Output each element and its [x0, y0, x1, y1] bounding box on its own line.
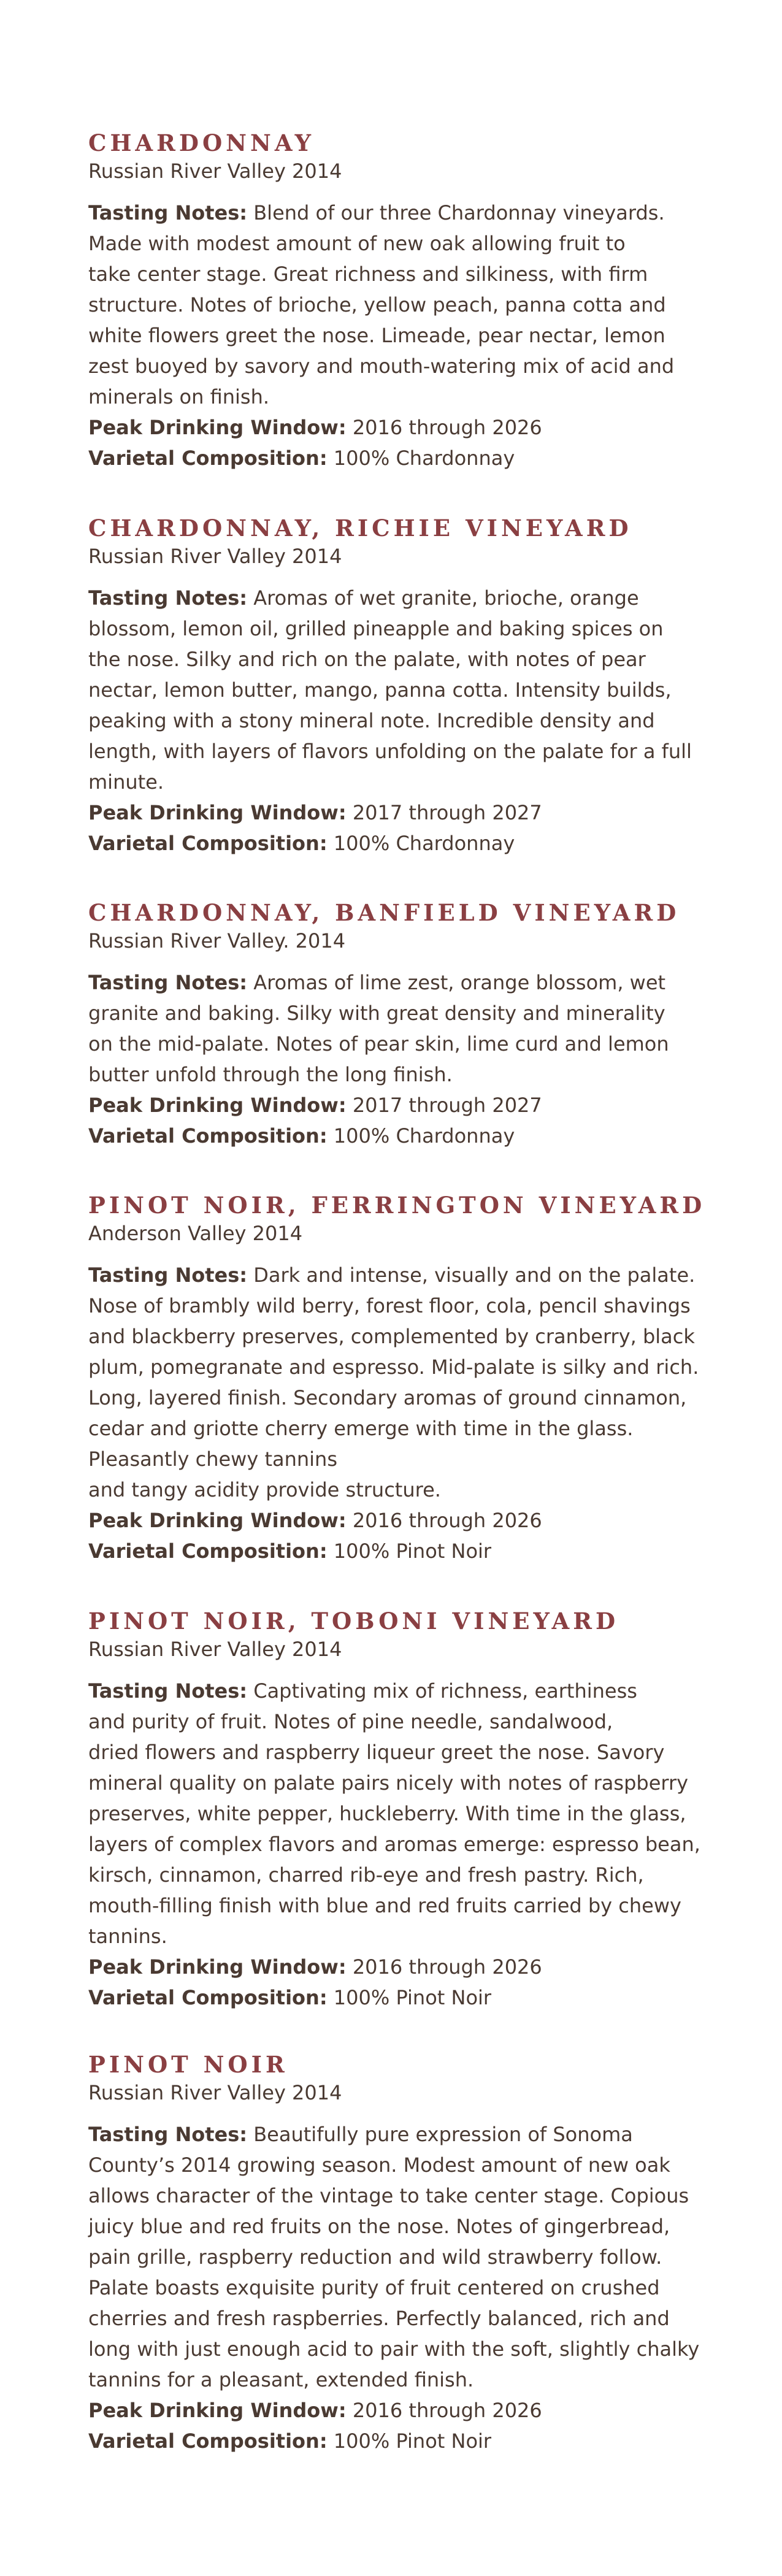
peak-window-value: 2016 through 2026 [346, 416, 542, 439]
notes-line: and tangy acidity provide structure. [88, 1478, 441, 1501]
notes-line: Nose of brambly wild berry, forest floor, cola, pencil shavings [88, 1294, 691, 1317]
peak-drinking-window [88, 1090, 680, 1121]
varietal-composition [88, 1982, 700, 2013]
notes-line: Made with modest amount of new oak allowing fruit to [88, 232, 626, 255]
varietal-label: Varietal Composition: [88, 447, 328, 470]
tasting-notes-label: Tasting Notes: [88, 586, 248, 610]
varietal-composition [88, 443, 674, 473]
notes-line: cherries and fresh raspberries. Perfectly balanced, rich and [88, 2307, 670, 2330]
varietal-value: 100% Pinot Noir [327, 1539, 492, 1563]
notes-line: Pleasantly chewy tannins [88, 1447, 337, 1471]
peak-window-label: Peak Drinking Window: [88, 1955, 347, 1979]
notes-line: tannins for a pleasant, extended finish. [88, 2368, 474, 2391]
wine-region: Anderson Valley 2014 [88, 1222, 303, 1245]
notes-line: juicy blue and red fruits on the nose. Notes of gingerbread, [88, 2215, 670, 2238]
notes-line: take center stage. Great richness and silkiness, with firm [88, 263, 648, 286]
wine-region: Russian River Valley 2014 [88, 545, 342, 568]
notes-line: minute. [88, 770, 164, 794]
tasting-notes [88, 583, 692, 797]
tasting-notes [88, 1260, 705, 1505]
notes-line: pain grille, raspberry reduction and wild strawberry follow. [88, 2245, 662, 2269]
notes-line: Palate boasts exquisite purity of fruit centered on crushed [88, 2276, 660, 2299]
notes-line: plum, pomegranate and espresso. Mid-palate is silky and rich. [88, 1355, 699, 1379]
tasting-notes [88, 967, 680, 1090]
notes-line: Beautifully pure expression of Sonoma [247, 2123, 633, 2146]
notes-line: tannins. [88, 1925, 167, 1948]
varietal-value: 100% Pinot Noir [327, 2429, 492, 2453]
varietal-label: Varietal Composition: [88, 1539, 328, 1563]
notes-line: structure. Notes of brioche, yellow peach, panna cotta and [88, 293, 666, 316]
notes-line: long with just enough acid to pair with the soft, slightly chalky [88, 2337, 700, 2361]
peak-window-value: 2016 through 2026 [346, 2399, 542, 2422]
varietal-composition [88, 1121, 680, 1151]
wine-entry-chardonnay-banfield [88, 899, 680, 1151]
varietal-value: 100% Chardonnay [327, 1124, 515, 1148]
notes-line: zest buoyed by savory and mouth-watering mix of acid and [88, 355, 675, 378]
wine-entry-chardonnay-richie [88, 514, 692, 859]
tasting-notes [88, 1676, 700, 1952]
peak-drinking-window [88, 1505, 705, 1536]
wine-title: CHARDONNAY [88, 129, 315, 156]
notes-line: Long, layered finish. Secondary aromas of ground cinnamon, [88, 1386, 687, 1409]
peak-window-label: Peak Drinking Window: [88, 801, 347, 824]
varietal-composition [88, 828, 692, 859]
peak-window-label: Peak Drinking Window: [88, 416, 347, 439]
notes-line: blossom, lemon oil, grilled pineapple and baking spices on [88, 617, 664, 640]
varietal-label: Varietal Composition: [88, 2429, 328, 2453]
wine-title: PINOT NOIR, TOBONI VINEYARD [88, 1608, 619, 1635]
peak-window-label: Peak Drinking Window: [88, 1094, 347, 1117]
notes-line: granite and baking. Silky with great density and minerality [88, 1002, 665, 1025]
varietal-label: Varietal Composition: [88, 1986, 328, 2009]
notes-line: kirsch, cinnamon, charred rib-eye and fresh pastry. Rich, [88, 1863, 644, 1887]
notes-line: mouth-filling finish with blue and red fruits carried by chewy [88, 1894, 681, 1917]
notes-line: County’s 2014 growing season. Modest amount of new oak [88, 2153, 670, 2177]
notes-line: cedar and griotte cherry emerge with time in the glass. [88, 1417, 634, 1440]
peak-drinking-window [88, 412, 674, 443]
tasting-notes-label: Tasting Notes: [88, 1263, 248, 1287]
peak-window-label: Peak Drinking Window: [88, 1509, 347, 1532]
tasting-notes-label: Tasting Notes: [88, 971, 248, 994]
notes-line: peaking with a stony mineral note. Incredible density and [88, 709, 655, 732]
wine-title: CHARDONNAY, RICHIE VINEYARD [88, 515, 632, 542]
wine-entry-pinot-noir-toboni [88, 1607, 700, 2013]
wine-title: CHARDONNAY, BANFIELD VINEYARD [88, 899, 680, 926]
notes-line: allows character of the vintage to take center stage. Copious [88, 2184, 689, 2207]
peak-window-value: 2017 through 2027 [346, 1094, 542, 1117]
varietal-label: Varietal Composition: [88, 832, 328, 855]
notes-line: Aromas of wet granite, brioche, orange [247, 586, 639, 610]
tasting-notes-label: Tasting Notes: [88, 1679, 248, 1703]
varietal-label: Varietal Composition: [88, 1124, 328, 1148]
tasting-notes [88, 197, 674, 412]
notes-line: mineral quality on palate pairs nicely with notes of raspberry [88, 1771, 689, 1795]
wine-region: Russian River Valley. 2014 [88, 929, 346, 953]
varietal-composition [88, 2426, 699, 2456]
notes-line: and purity of fruit. Notes of pine needle, sandalwood, [88, 1710, 613, 1733]
wine-entry-pinot-noir-ferrington [88, 1191, 705, 1566]
notes-line: Dark and intense, visually and on the palate. [247, 1263, 696, 1287]
notes-line: Blend of our three Chardonnay vineyards. [247, 201, 665, 224]
varietal-composition [88, 1536, 705, 1566]
notes-line: the nose. Silky and rich on the palate, with notes of pear [88, 648, 646, 671]
wine-title: PINOT NOIR [88, 2051, 288, 2078]
varietal-value: 100% Chardonnay [327, 447, 515, 470]
peak-window-value: 2016 through 2026 [346, 1509, 542, 1532]
notes-line: length, with layers of flavors unfolding on the palate for a full [88, 740, 692, 763]
wine-entry-chardonnay [88, 129, 674, 473]
peak-drinking-window [88, 797, 692, 828]
notes-line: layers of complex flavors and aromas emerge: espresso bean, [88, 1833, 700, 1856]
notes-line: and blackberry preserves, complemented by cranberry, black [88, 1325, 695, 1348]
peak-window-value: 2017 through 2027 [346, 801, 542, 824]
varietal-value: 100% Chardonnay [327, 832, 515, 855]
notes-line: Aromas of lime zest, orange blossom, wet [247, 971, 666, 994]
notes-line: nectar, lemon butter, mango, panna cotta. Intensity builds, [88, 678, 672, 702]
notes-line: butter unfold through the long finish. [88, 1063, 453, 1086]
peak-drinking-window [88, 2395, 699, 2426]
wine-region: Russian River Valley 2014 [88, 2081, 342, 2104]
wine-region: Russian River Valley 2014 [88, 1638, 342, 1661]
tasting-notes-label: Tasting Notes: [88, 2123, 248, 2146]
wine-region: Russian River Valley 2014 [88, 159, 342, 183]
tasting-notes-label: Tasting Notes: [88, 201, 248, 224]
notes-line: dried flowers and raspberry liqueur greet the nose. Savory [88, 1741, 665, 1764]
wine-entry-pinot-noir [88, 2050, 699, 2456]
peak-window-value: 2016 through 2026 [346, 1955, 542, 1979]
peak-drinking-window [88, 1952, 700, 1982]
notes-line: white flowers greet the nose. Limeade, pear nectar, lemon [88, 324, 665, 347]
notes-line: Captivating mix of richness, earthiness [247, 1679, 637, 1703]
notes-line: on the mid-palate. Notes of pear skin, lime curd and lemon [88, 1032, 669, 1056]
notes-line: preserves, white pepper, huckleberry. With time in the glass, [88, 1802, 686, 1825]
notes-line: minerals on finish. [88, 385, 270, 408]
tasting-notes [88, 2119, 699, 2395]
peak-window-label: Peak Drinking Window: [88, 2399, 347, 2422]
varietal-value: 100% Pinot Noir [327, 1986, 492, 2009]
wine-title: PINOT NOIR, FERRINGTON VINEYARD [88, 1192, 706, 1219]
